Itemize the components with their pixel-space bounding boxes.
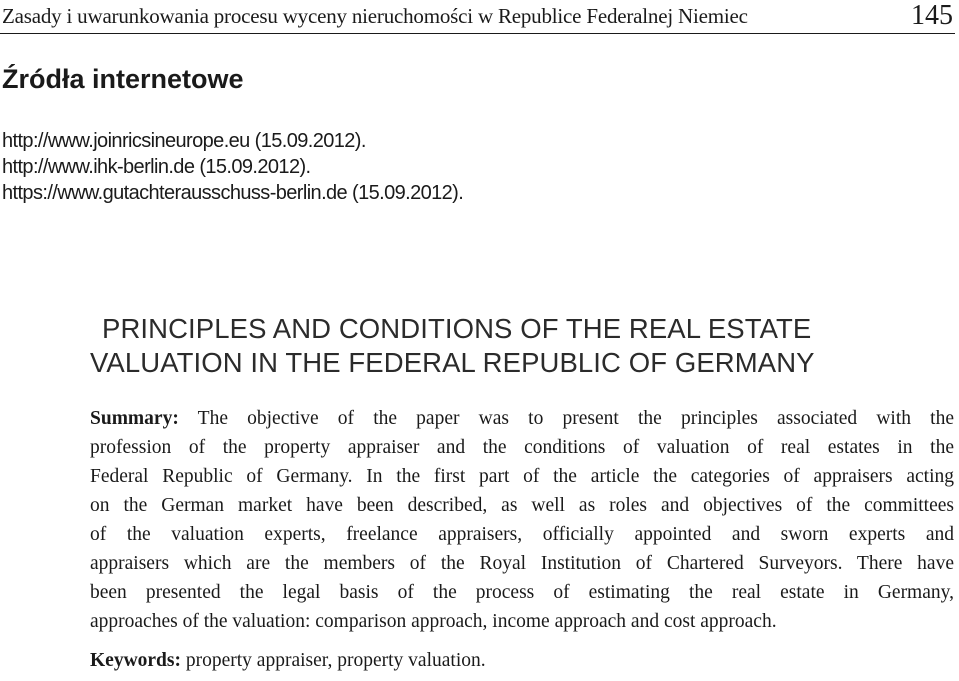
source-item: http://www.ihk-berlin.de (15.09.2012). xyxy=(2,156,311,178)
source-item: https://www.gutachterausschuss-berlin.de (15.09.2012). xyxy=(2,182,464,204)
sources-heading: Źródła internetowe xyxy=(2,64,244,94)
running-head xyxy=(0,2,955,32)
summary-line: on the German market have been described, as well as roles and objectives of the committees xyxy=(90,495,954,516)
source-item: http://www.joinricsineurope.eu (15.09.2012). xyxy=(2,130,366,152)
summary-paragraph xyxy=(90,404,954,636)
summary-line: profession of the property appraiser and the conditions of valuation of real estates in the xyxy=(90,437,954,458)
summary-label: Summary: xyxy=(90,408,179,429)
page-number: 145 xyxy=(911,0,953,31)
header-rule xyxy=(0,33,955,34)
summary-line xyxy=(90,404,954,433)
keywords-label: Keywords: xyxy=(90,650,181,671)
summary-line: Federal Republic of Germany. In the first part of the article the categories of appraisers acting xyxy=(90,466,954,487)
summary-line: been presented the legal basis of the process of estimating the real estate in Germany, xyxy=(90,582,954,603)
summary-line-text: The objective of the paper was to present the principles associated with the xyxy=(197,408,954,429)
english-title-line-2: VALUATION IN THE FEDERAL REPUBLIC OF GERMANY xyxy=(90,347,815,378)
keywords-text: property appraiser, property valuation. xyxy=(185,650,486,671)
english-title xyxy=(90,312,956,380)
summary-line: appraisers which are the members of the Royal Institution of Chartered Surveyors. There have xyxy=(90,553,954,574)
english-title-line-1: PRINCIPLES AND CONDITIONS OF THE REAL ESTATE xyxy=(102,313,812,344)
sources-list xyxy=(2,128,463,206)
summary-line: of the valuation experts, freelance appraisers, officially appointed and sworn experts and xyxy=(90,524,954,545)
keywords xyxy=(90,650,486,672)
summary-line: approaches of the valuation: comparison approach, income approach and cost approach. xyxy=(90,611,777,632)
running-title: Zasady i uwarunkowania procesu wyceny nieruchomości w Republice Federalnej Niemiec xyxy=(2,4,748,28)
